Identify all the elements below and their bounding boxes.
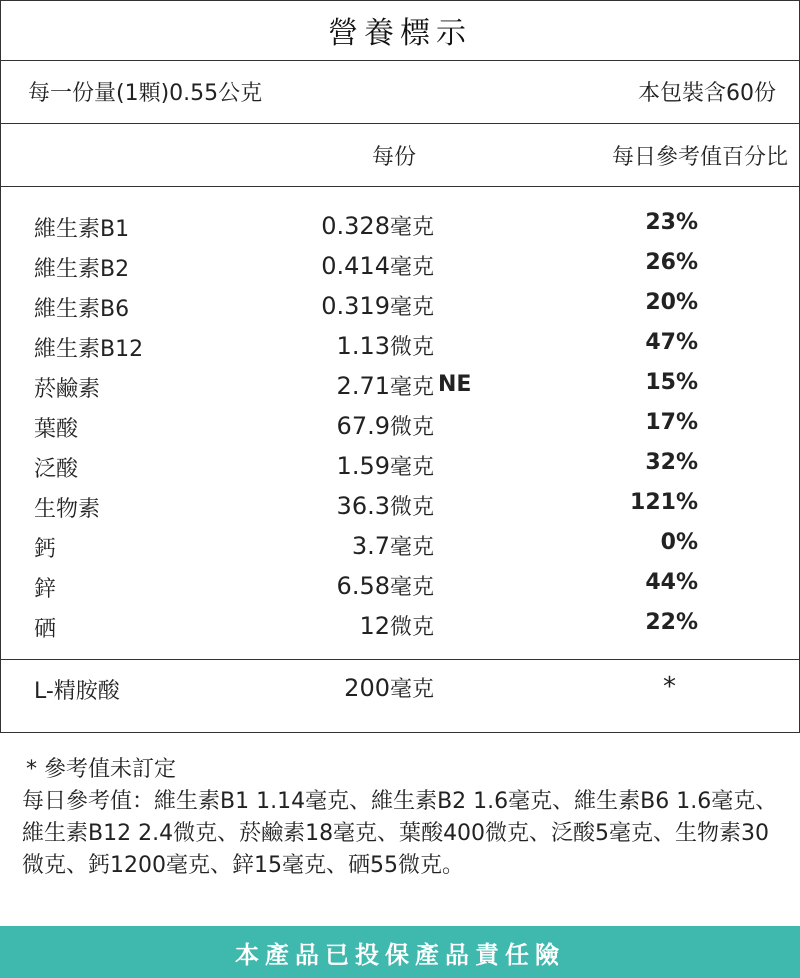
nutrient-amount: 1.59毫克 [336, 452, 434, 480]
table-row [0, 488, 800, 528]
nutrient-name: 菸鹼素 [34, 377, 101, 402]
daily-value-percent: 0% [660, 530, 698, 555]
nutrient-amount: 200毫克 [344, 674, 434, 702]
nutrient-amount: 3.7毫克 [351, 532, 434, 560]
table-row [0, 568, 800, 608]
nutrient-amount: 67.9微克 [336, 412, 434, 440]
table-row [0, 448, 800, 488]
nutrient-name: 生物素 [34, 497, 101, 522]
footnotes [22, 754, 782, 882]
daily-value-percent: 23% [645, 210, 698, 235]
divider [0, 186, 800, 187]
nutrient-name: 維生素B6 [34, 297, 130, 322]
nutrient-name: 維生素B1 [34, 217, 130, 242]
nutrient-amount: 0.319毫克 [321, 292, 434, 320]
nutrient-name: L-精胺酸 [34, 679, 120, 704]
nutrient-name: 維生素B12 [34, 337, 144, 362]
nutrient-amount: 1.13微克 [336, 332, 434, 360]
table-row [0, 408, 800, 448]
nutrient-name: 鈣 [34, 537, 57, 562]
nutrient-amount: 36.3微克 [336, 492, 434, 520]
table-row [0, 670, 800, 710]
serving-size: 每一份量(1顆)0.55公克 [28, 81, 263, 106]
daily-value-percent: 15% [645, 370, 698, 395]
nutrient-amount: 12微克 [359, 612, 434, 640]
asterisk-marker: * [663, 672, 676, 702]
nutrient-name: 泛酸 [34, 457, 79, 482]
table-row [0, 208, 800, 248]
daily-value-header: 每日參考值百分比 [611, 145, 788, 170]
daily-value-percent: 44% [645, 570, 698, 595]
daily-value-percent: 20% [645, 290, 698, 315]
table-row [0, 608, 800, 648]
label-title: 營養標示 [328, 16, 472, 51]
table-row [0, 528, 800, 568]
table-row [0, 288, 800, 328]
table-row [0, 328, 800, 368]
nutrient-amount: 0.328毫克 [321, 212, 434, 240]
daily-value-percent: 17% [645, 410, 698, 435]
reference-values-note: 每日參考值：維生素B1 1.14毫克、維生素B2 1.6毫克、維生素B6 1.6毫克、維生素B12 2.4微克、菸鹼素18毫克、葉酸400微克、泛酸5毫克、生物素30微克、鈣1200毫克、鋅15毫克、硒55微克。 [22, 789, 778, 878]
table-row [0, 248, 800, 288]
daily-value-percent: 22% [645, 610, 698, 635]
nutrient-amount: 0.414毫克 [321, 252, 434, 280]
nutrient-name: 葉酸 [34, 417, 79, 442]
per-serving-header: 每份 [372, 145, 417, 170]
daily-value-percent: 26% [645, 250, 698, 275]
divider [0, 659, 800, 660]
servings-per-package: 本包裝含60份 [638, 81, 776, 106]
daily-value-percent: 32% [645, 450, 698, 475]
table-row [0, 368, 800, 408]
nutrient-name: 鋅 [34, 577, 57, 602]
asterisk-note: * 參考值未訂定 [26, 757, 176, 782]
nutrient-amount: 6.58毫克 [336, 572, 434, 600]
nutrient-name: 硒 [34, 617, 57, 642]
insurance-banner: 本產品已投保產品責任險 [0, 926, 800, 978]
divider [0, 123, 800, 124]
unit-suffix: NE [438, 372, 472, 397]
nutrient-amount: 2.71毫克 [336, 372, 434, 400]
daily-value-percent: 121% [630, 490, 698, 515]
nutrient-name: 維生素B2 [34, 257, 130, 282]
divider [0, 60, 800, 61]
daily-value-percent: 47% [645, 330, 698, 355]
